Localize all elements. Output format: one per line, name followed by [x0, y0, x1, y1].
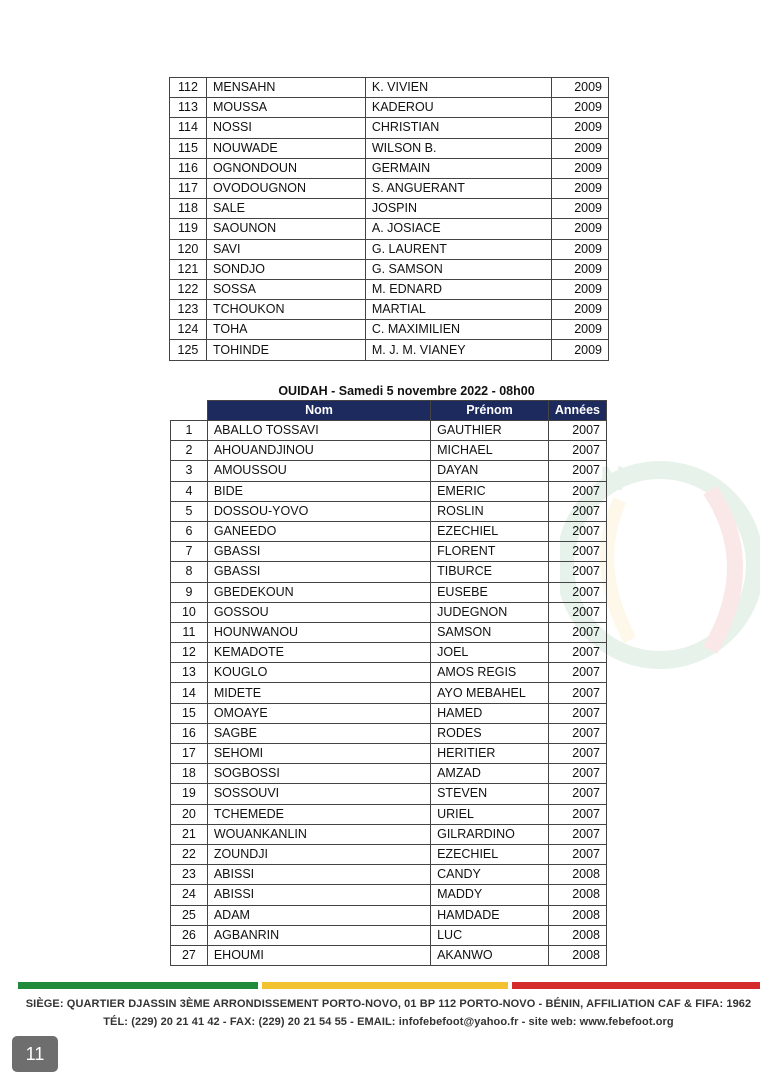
- last-name: OGNONDOUN: [206, 158, 365, 178]
- row-number: 21: [171, 824, 208, 844]
- ouidah-players-table: [170, 400, 607, 966]
- row-number: 19: [171, 784, 208, 804]
- last-name: SAOUNON: [206, 219, 365, 239]
- table-row: [171, 643, 607, 663]
- row-number: 120: [170, 239, 207, 259]
- table-row: [171, 744, 607, 764]
- birth-year: 2009: [552, 178, 609, 198]
- first-name: AKANWO: [431, 945, 549, 965]
- table-row: [171, 663, 607, 683]
- table-row: [171, 723, 607, 743]
- table-row: [170, 98, 609, 118]
- table-row: [170, 300, 609, 320]
- table-row: [171, 622, 607, 642]
- birth-year: 2008: [548, 925, 606, 945]
- last-name: HOUNWANOU: [207, 622, 430, 642]
- row-number: 115: [170, 138, 207, 158]
- table-row: [170, 158, 609, 178]
- last-name: SAVI: [206, 239, 365, 259]
- row-number: 13: [171, 663, 208, 683]
- last-name: SOGBOSSI: [207, 764, 430, 784]
- table-row: [171, 905, 607, 925]
- row-number: 5: [171, 501, 208, 521]
- birth-year: 2007: [548, 723, 606, 743]
- row-number: 113: [170, 98, 207, 118]
- first-name: K. VIVIEN: [365, 78, 551, 98]
- birth-year: 2007: [548, 501, 606, 521]
- table-row: [171, 582, 607, 602]
- first-name: M. EDNARD: [365, 279, 551, 299]
- birth-year: 2009: [552, 300, 609, 320]
- first-name: G. LAURENT: [365, 239, 551, 259]
- birth-year: 2007: [548, 481, 606, 501]
- table-row: [171, 521, 607, 541]
- first-name: C. MAXIMILIEN: [365, 320, 551, 340]
- table-header-row: [171, 401, 607, 421]
- first-name: FLORENT: [431, 542, 549, 562]
- birth-year: 2009: [552, 259, 609, 279]
- birth-year: 2009: [552, 239, 609, 259]
- row-number: 23: [171, 865, 208, 885]
- players-table-continued-body: [170, 78, 609, 361]
- row-number: 117: [170, 178, 207, 198]
- row-number: 16: [171, 723, 208, 743]
- birth-year: 2007: [548, 602, 606, 622]
- first-name: JUDEGNON: [431, 602, 549, 622]
- footer-stripe-green: [18, 982, 258, 989]
- last-name: EHOUMI: [207, 945, 430, 965]
- first-name: HERITIER: [431, 744, 549, 764]
- row-number: 15: [171, 703, 208, 723]
- table-row: [171, 844, 607, 864]
- last-name: AGBANRIN: [207, 925, 430, 945]
- table-row: [171, 683, 607, 703]
- first-name: JOEL: [431, 643, 549, 663]
- first-name: EZECHIEL: [431, 844, 549, 864]
- first-name: MICHAEL: [431, 441, 549, 461]
- birth-year: 2007: [548, 643, 606, 663]
- table-row: [171, 562, 607, 582]
- first-name: AYO MEBAHEL: [431, 683, 549, 703]
- row-number: 118: [170, 199, 207, 219]
- first-name: HAMDADE: [431, 905, 549, 925]
- first-name: RODES: [431, 723, 549, 743]
- first-name: AMZAD: [431, 764, 549, 784]
- table-row: [171, 824, 607, 844]
- row-number: 112: [170, 78, 207, 98]
- last-name: SOSSOUVI: [207, 784, 430, 804]
- last-name: GBASSI: [207, 562, 430, 582]
- first-name: EMERIC: [431, 481, 549, 501]
- first-name: LUC: [431, 925, 549, 945]
- row-number: 24: [171, 885, 208, 905]
- first-name: S. ANGUERANT: [365, 178, 551, 198]
- last-name: GANEEDO: [207, 521, 430, 541]
- table-row: [171, 441, 607, 461]
- table-row: [170, 219, 609, 239]
- birth-year: 2007: [548, 663, 606, 683]
- last-name: SAGBE: [207, 723, 430, 743]
- table-row: [171, 461, 607, 481]
- birth-year: 2007: [548, 804, 606, 824]
- birth-year: 2009: [552, 219, 609, 239]
- last-name: ADAM: [207, 905, 430, 925]
- table-row: [171, 925, 607, 945]
- footer-stripe-red: [512, 982, 760, 989]
- row-number: 8: [171, 562, 208, 582]
- row-number: 22: [171, 844, 208, 864]
- last-name: BIDE: [207, 481, 430, 501]
- birth-year: 2009: [552, 78, 609, 98]
- last-name: OMOAYE: [207, 703, 430, 723]
- table-row: [171, 421, 607, 441]
- last-name: MOUSSA: [206, 98, 365, 118]
- birth-year: 2009: [552, 279, 609, 299]
- ouidah-players-table-body: [171, 421, 607, 966]
- row-number: 114: [170, 118, 207, 138]
- birth-year: 2007: [548, 683, 606, 703]
- table-row: [171, 703, 607, 723]
- first-name: WILSON B.: [365, 138, 551, 158]
- row-number: 3: [171, 461, 208, 481]
- row-number: 122: [170, 279, 207, 299]
- birth-year: 2009: [552, 98, 609, 118]
- birth-year: 2008: [548, 905, 606, 925]
- table-row: [171, 784, 607, 804]
- table-row: [170, 178, 609, 198]
- table-row: [171, 481, 607, 501]
- birth-year: 2007: [548, 542, 606, 562]
- row-number: 20: [171, 804, 208, 824]
- first-name: SAMSON: [431, 622, 549, 642]
- last-name: DOSSOU-YOVO: [207, 501, 430, 521]
- birth-year: 2007: [548, 744, 606, 764]
- birth-year: 2007: [548, 764, 606, 784]
- birth-year: 2007: [548, 844, 606, 864]
- first-name: GERMAIN: [365, 158, 551, 178]
- header-annees: Années: [548, 401, 606, 421]
- row-number: 4: [171, 481, 208, 501]
- row-number: 124: [170, 320, 207, 340]
- row-number: 123: [170, 300, 207, 320]
- last-name: TOHINDE: [206, 340, 365, 360]
- last-name: SALE: [206, 199, 365, 219]
- first-name: MARTIAL: [365, 300, 551, 320]
- first-name: TIBURCE: [431, 562, 549, 582]
- last-name: TOHA: [206, 320, 365, 340]
- last-name: GBASSI: [207, 542, 430, 562]
- last-name: WOUANKANLIN: [207, 824, 430, 844]
- first-name: AMOS REGIS: [431, 663, 549, 683]
- row-number: 10: [171, 602, 208, 622]
- birth-year: 2009: [552, 320, 609, 340]
- row-number: 17: [171, 744, 208, 764]
- first-name: STEVEN: [431, 784, 549, 804]
- row-number: 11: [171, 622, 208, 642]
- table-row: [171, 804, 607, 824]
- footer-contact: TÉL: (229) 20 21 41 42 - FAX: (229) 20 21 54 55 - EMAIL: infofebefoot@yahoo.fr - site web: www.febefoot.org: [103, 1016, 674, 1028]
- first-name: GAUTHIER: [431, 421, 549, 441]
- table-row: [170, 199, 609, 219]
- row-number: 6: [171, 521, 208, 541]
- last-name: NOUWADE: [206, 138, 365, 158]
- birth-year: 2009: [552, 199, 609, 219]
- birth-year: 2008: [548, 885, 606, 905]
- row-number: 26: [171, 925, 208, 945]
- birth-year: 2007: [548, 421, 606, 441]
- first-name: HAMED: [431, 703, 549, 723]
- first-name: DAYAN: [431, 461, 549, 481]
- last-name: SOSSA: [206, 279, 365, 299]
- birth-year: 2008: [548, 945, 606, 965]
- table-row: [170, 320, 609, 340]
- table-row: [171, 865, 607, 885]
- birth-year: 2009: [552, 340, 609, 360]
- birth-year: 2009: [552, 138, 609, 158]
- first-name: KADEROU: [365, 98, 551, 118]
- page-number-badge: 11: [12, 1036, 58, 1072]
- last-name: MIDETE: [207, 683, 430, 703]
- birth-year: 2009: [552, 118, 609, 138]
- first-name: A. JOSIACE: [365, 219, 551, 239]
- row-number: 125: [170, 340, 207, 360]
- last-name: OVODOUGNON: [206, 178, 365, 198]
- last-name: NOSSI: [206, 118, 365, 138]
- footer-stripe-yellow: [262, 982, 508, 989]
- last-name: ABALLO TOSSAVI: [207, 421, 430, 441]
- last-name: ABISSI: [207, 865, 430, 885]
- header-prenom: Prénom: [431, 401, 549, 421]
- last-name: AMOUSSOU: [207, 461, 430, 481]
- first-name: ROSLIN: [431, 501, 549, 521]
- first-name: EUSEBE: [431, 582, 549, 602]
- birth-year: 2007: [548, 622, 606, 642]
- row-number: 9: [171, 582, 208, 602]
- table-row: [171, 602, 607, 622]
- header-nom: Nom: [207, 401, 430, 421]
- row-number: 12: [171, 643, 208, 663]
- first-name: CANDY: [431, 865, 549, 885]
- table-row: [170, 259, 609, 279]
- first-name: JOSPIN: [365, 199, 551, 219]
- last-name: KOUGLO: [207, 663, 430, 683]
- last-name: GBEDEKOUN: [207, 582, 430, 602]
- last-name: TCHOUKON: [206, 300, 365, 320]
- table-row: [170, 118, 609, 138]
- table-row: [171, 885, 607, 905]
- last-name: TCHEMEDE: [207, 804, 430, 824]
- birth-year: 2007: [548, 521, 606, 541]
- first-name: GILRARDINO: [431, 824, 549, 844]
- last-name: GOSSOU: [207, 602, 430, 622]
- birth-year: 2008: [548, 865, 606, 885]
- birth-year: 2007: [548, 703, 606, 723]
- footer-address: SIÈGE: QUARTIER DJASSIN 3ÈME ARRONDISSEMENT PORTO-NOVO, 01 BP 112 PORTO-NOVO - BÉNIN, AFFILIATION CAF & FIFA: 1962: [25, 998, 752, 1010]
- first-name: M. J. M. VIANEY: [365, 340, 551, 360]
- row-number: 1: [171, 421, 208, 441]
- last-name: SEHOMI: [207, 744, 430, 764]
- birth-year: 2007: [548, 562, 606, 582]
- first-name: G. SAMSON: [365, 259, 551, 279]
- first-name: CHRISTIAN: [365, 118, 551, 138]
- row-number: 25: [171, 905, 208, 925]
- row-number: 2: [171, 441, 208, 461]
- row-number: 116: [170, 158, 207, 178]
- row-number: 18: [171, 764, 208, 784]
- birth-year: 2009: [552, 158, 609, 178]
- birth-year: 2007: [548, 441, 606, 461]
- table-row: [170, 138, 609, 158]
- last-name: MENSAHN: [206, 78, 365, 98]
- last-name: ABISSI: [207, 885, 430, 905]
- row-number: 14: [171, 683, 208, 703]
- table-row: [171, 764, 607, 784]
- table-row: [170, 239, 609, 259]
- first-name: MADDY: [431, 885, 549, 905]
- header-number: [171, 401, 208, 421]
- table-row: [170, 78, 609, 98]
- row-number: 7: [171, 542, 208, 562]
- table-row: [170, 279, 609, 299]
- table-row: [171, 542, 607, 562]
- last-name: SONDJO: [206, 259, 365, 279]
- table-row: [170, 340, 609, 360]
- last-name: ZOUNDJI: [207, 844, 430, 864]
- last-name: AHOUANDJINOU: [207, 441, 430, 461]
- birth-year: 2007: [548, 582, 606, 602]
- row-number: 119: [170, 219, 207, 239]
- birth-year: 2007: [548, 824, 606, 844]
- row-number: 121: [170, 259, 207, 279]
- last-name: KEMADOTE: [207, 643, 430, 663]
- birth-year: 2007: [548, 461, 606, 481]
- svg-text:N: N: [600, 460, 625, 498]
- players-table-continued: [169, 77, 609, 361]
- birth-year: 2007: [548, 784, 606, 804]
- row-number: 27: [171, 945, 208, 965]
- table-row: [171, 501, 607, 521]
- first-name: URIEL: [431, 804, 549, 824]
- ouidah-session-title: OUIDAH - Samedi 5 novembre 2022 - 08h00: [278, 384, 535, 398]
- table-row: [171, 945, 607, 965]
- first-name: EZECHIEL: [431, 521, 549, 541]
